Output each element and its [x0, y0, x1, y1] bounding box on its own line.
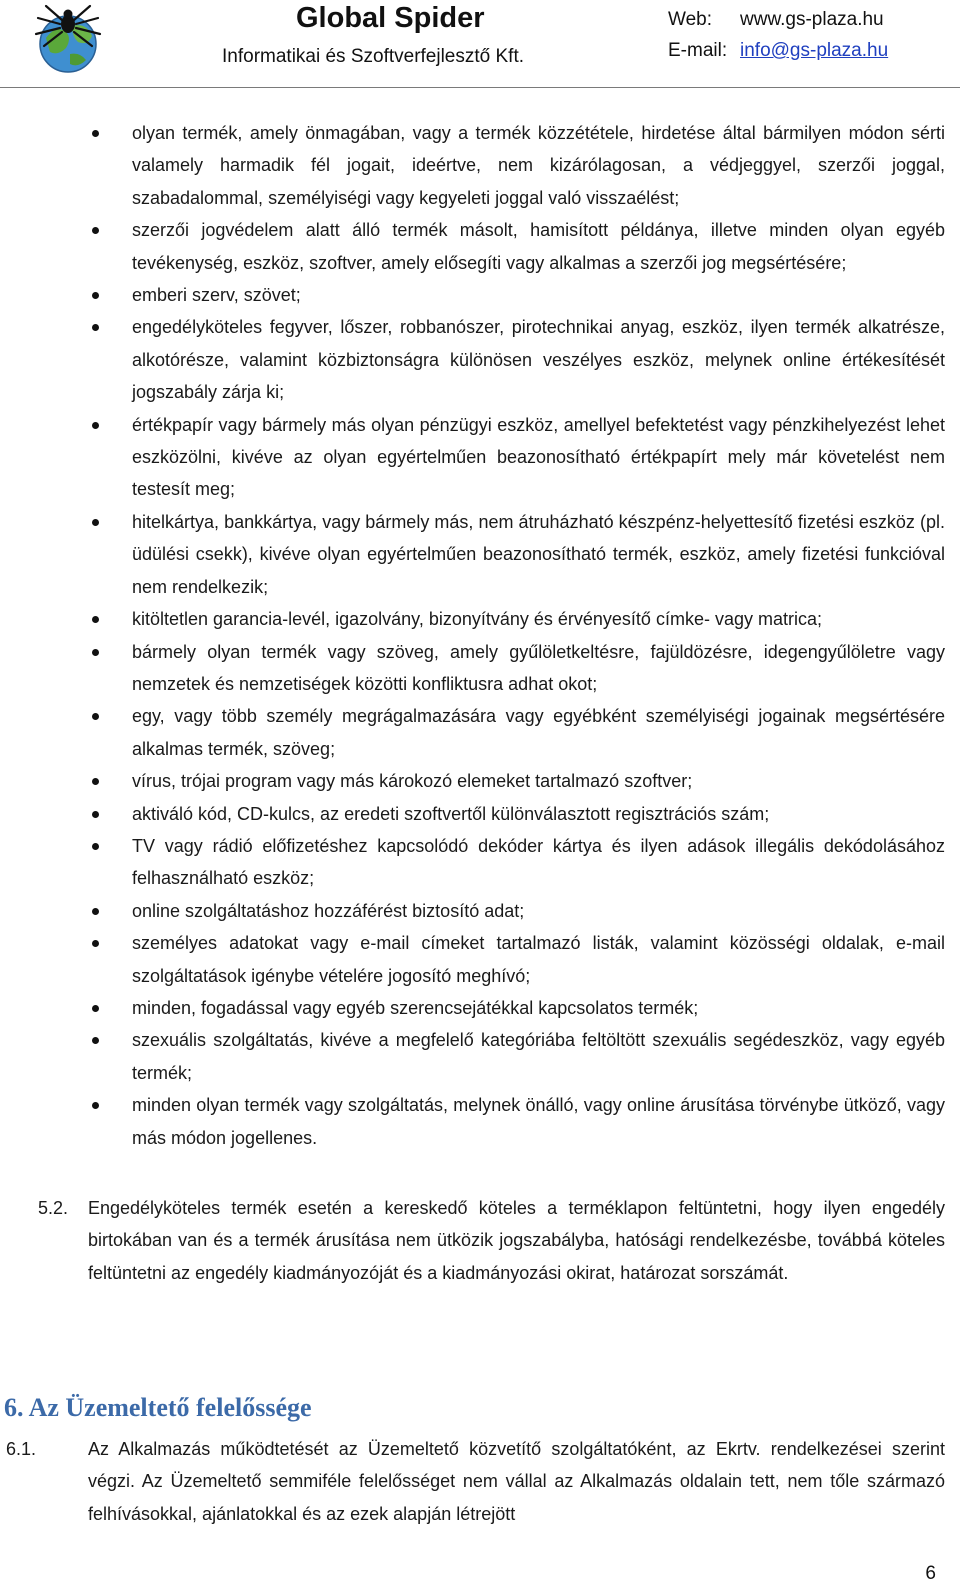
paragraph-text: Az Alkalmazás működtetését az Üzemeltető közvetítő szolgáltatóként, az Ekrtv. rendelkezései szerint végzi. Az Üzemeltető semmiféle felelősséget nem vállal az Alkalmazás oldalain tett, nem tőle származó felhívásokkal, ajánlatokkal és az ezek alapján létrejött	[88, 1439, 945, 1524]
page-number: 6	[925, 1563, 936, 1584]
web-value: www.gs-plaza.hu	[740, 9, 884, 30]
spider-globe-logo-icon	[32, 2, 104, 78]
list-item: TV vagy rádió előfizetéshez kapcsolódó dekóder kártya és ilyen adások illegális dekódolásához felhasználható eszköz;	[0, 830, 960, 895]
list-item: bármely olyan termék vagy szöveg, amely gyűlöletkeltésre, fajüldözésre, idegengyűlöletre vagy nemzetek és nemzetiségek közötti konfliktusra adhat okot;	[0, 636, 960, 701]
list-item: kitöltetlen garancia-levél, igazolvány, bizonyítvány és érvényesítő címke- vagy matrica;	[0, 603, 960, 635]
paragraph-number: 6.1.	[6, 1439, 37, 1459]
list-item: vírus, trójai program vagy más károkozó elemeket tartalmazó szoftver;	[0, 765, 960, 797]
paragraph-number: 5.2.	[38, 1198, 69, 1218]
prohibited-items-list	[0, 117, 960, 1154]
list-item: személyes adatokat vagy e-mail címeket tartalmazó listák, valamint közösségi oldalak, e-mail szolgáltatások igénybe vételére jogosító meghívó;	[0, 927, 960, 992]
paragraph-6-1	[0, 1433, 960, 1530]
list-item: szexuális szolgáltatás, kivéve a megfelelő kategóriába feltöltött szexuális segédeszköz, vagy egyéb termék;	[0, 1024, 960, 1089]
header-divider	[0, 87, 960, 88]
section-heading: 6. Az Üzemeltető felelőssége	[4, 1393, 312, 1422]
company-name: Global Spider	[296, 2, 485, 34]
list-item: hitelkártya, bankkártya, vagy bármely más, nem átruházható készpénz-helyettesítő fizetési eszköz (pl. üdülési csekk), kivéve olyan egyértelműen beazonosítható termék, eszköz, amely fizetési funkcióval nem rendelkezik;	[0, 506, 960, 603]
company-subtitle: Informatikai és Szoftverfejlesztő Kft.	[222, 46, 525, 67]
list-item: olyan termék, amely önmagában, vagy a termék közzététele, hirdetése által bármilyen módon sérti valamely harmadik fél jogait, ideértve, nem kizárólagosan, a védjeggyel, szerzői joggal, szabadalommal, személyiségi vagy kegyeleti joggal való visszaélést;	[0, 117, 960, 214]
web-row	[668, 4, 888, 35]
list-item: értékpapír vagy bármely más olyan pénzügyi eszköz, amellyel befektetést vagy pénzkihelyezést lehet eszközölni, kivéve az olyan egyértelműen beazonosítható értékpapírt mely már követelést nem testesít meg;	[0, 409, 960, 506]
web-label: Web:	[668, 9, 713, 30]
email-row	[668, 35, 888, 66]
page-header	[0, 0, 960, 90]
list-item: minden olyan termék vagy szolgáltatás, melynek önálló, vagy online árusítása törvénybe ütköző, vagy más módon jogellenes.	[0, 1089, 960, 1154]
email-label: E-mail:	[668, 40, 728, 61]
list-item: szerzői jogvédelem alatt álló termék másolt, hamisított példánya, illetve minden olyan egyéb tevékenység, eszköz, szoftver, amely elősegíti vagy alkalmas a szerzői jog megsértésére;	[0, 214, 960, 279]
contact-block	[668, 4, 888, 66]
list-item: aktiváló kód, CD-kulcs, az eredeti szoftvertől különválasztott regisztrációs szám;	[0, 798, 960, 830]
list-item: engedélyköteles fegyver, lőszer, robbanószer, pirotechnikai anyag, eszköz, ilyen termék alkatrésze, alkotórésze, valamint közbiztonságra különösen veszélyes eszköz, melynek online értékesítését jogszabály zárja ki;	[0, 311, 960, 408]
list-item: egy, vagy több személy megrágalmazására vagy egyébként személyiségi jogainak megsértésére alkalmas termék, szöveg;	[0, 700, 960, 765]
list-item: minden, fogadással vagy egyéb szerencsejátékkal kapcsolatos termék;	[0, 992, 960, 1024]
paragraph-5-2	[0, 1192, 960, 1289]
email-link[interactable]: info@gs-plaza.hu	[740, 40, 889, 61]
list-item: emberi szerv, szövet;	[0, 279, 960, 311]
paragraph-text: Engedélyköteles termék esetén a kereskedő köteles a terméklapon feltüntetni, hogy ilyen engedély birtokában van és a termék árusítása nem ütközik jogszabályba, hatósági rendelkezésbe, továbbá köteles feltüntetni az engedély kiadmányozóját és a kiadmányozási okirat, határozat sorszámát.	[88, 1198, 945, 1283]
list-item: online szolgáltatáshoz hozzáférést biztosító adat;	[0, 895, 960, 927]
